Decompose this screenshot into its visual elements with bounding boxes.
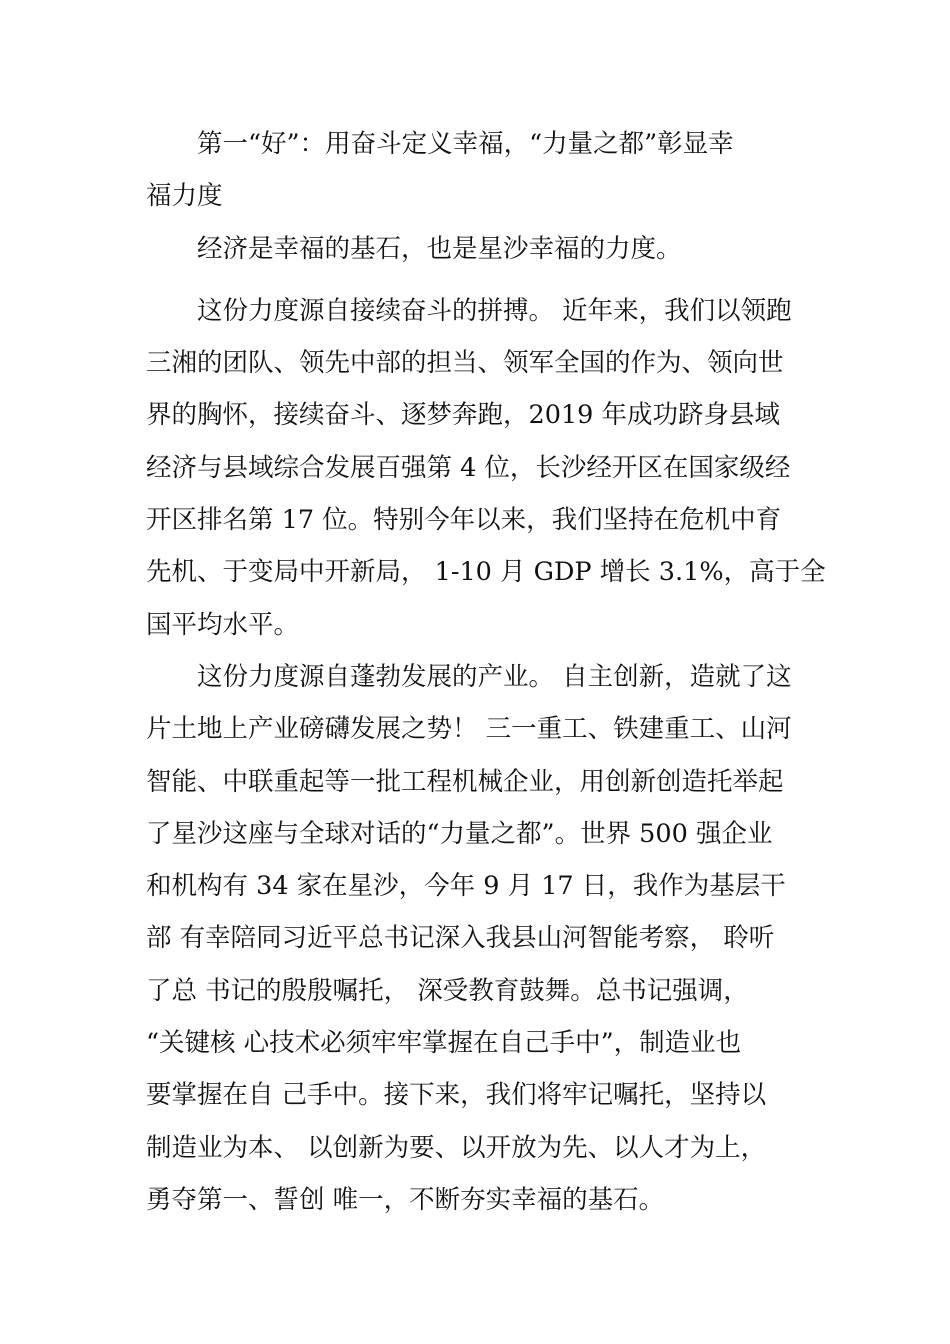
document-body bbox=[146, 118, 826, 1226]
paragraph-line: “关键核 心技术必须牢牢掌握在自己手中”，制造业也 bbox=[146, 1028, 742, 1059]
paragraph-line: 开区排名第 17 位。特别今年以来，我们坚持在危机中育 bbox=[146, 505, 782, 536]
paragraph-line: 先机、于变局中开新局， 1-10 月 GDP 增长 3.1%，高于全 bbox=[146, 557, 826, 588]
paragraph-line: 三湘的团队、领先中部的担当、领军全国的作为、领向世 bbox=[146, 348, 784, 379]
paragraph-intro bbox=[146, 223, 808, 275]
paragraph-line: 部 有幸陪同习近平总书记深入我县山河智能考察， 聆听 bbox=[146, 923, 775, 954]
paragraph-line: 国平均水平。 bbox=[146, 609, 300, 640]
paragraph-line: 经济与县域综合发展百强第 4 位，长沙经开区在国家级经 bbox=[146, 452, 791, 483]
paragraph-line: 和机构有 34 家在星沙，今年 9 月 17 日，我作为基层干 bbox=[146, 871, 786, 902]
paragraph-line: 勇夺第一、誓创 唯一，不断夯实幸福的基石。 bbox=[146, 1184, 665, 1215]
paragraph-line: 经济是幸福的基石，也是星沙幸福的力度。 bbox=[197, 233, 682, 264]
heading-line: 福力度 bbox=[146, 181, 223, 212]
paragraph-line: 了总 书记的殷殷嘱托， 深受教育鼓舞。总书记强调， bbox=[146, 975, 749, 1006]
paragraph-industry bbox=[146, 651, 808, 1226]
section-heading bbox=[146, 118, 808, 223]
paragraph-struggle bbox=[146, 285, 826, 651]
paragraph-line: 智能、中联重起等一批工程机械企业，用创新创造托举起 bbox=[146, 766, 784, 797]
paragraph-line: 了星沙这座与全球对话的“力量之都”。世界 500 强企业 bbox=[146, 818, 773, 849]
paragraph-line: 要掌握在自 己手中。接下来，我们将牢记嘱托，坚持以 bbox=[146, 1080, 767, 1111]
paragraph-line: 界的胸怀，接续奋斗、逐梦奔跑，2019 年成功跻身县域 bbox=[146, 400, 781, 431]
paragraph-line: 这份力度源自蓬勃发展的产业。 自主创新，造就了这 bbox=[197, 661, 792, 692]
paragraph-line: 这份力度源自接续奋斗的拼搏。 近年来，我们以领跑 bbox=[197, 295, 792, 326]
paragraph-line: 制造业为本、 以创新为要、以开放为先、以人才为上， bbox=[146, 1132, 767, 1163]
heading-line: 第一“好”：用奋斗定义幸福，“力量之都”彰显幸 bbox=[197, 129, 734, 159]
paragraph-line: 片土地上产业磅礴发展之势！ 三一重工、铁建重工、山河 bbox=[146, 714, 792, 745]
